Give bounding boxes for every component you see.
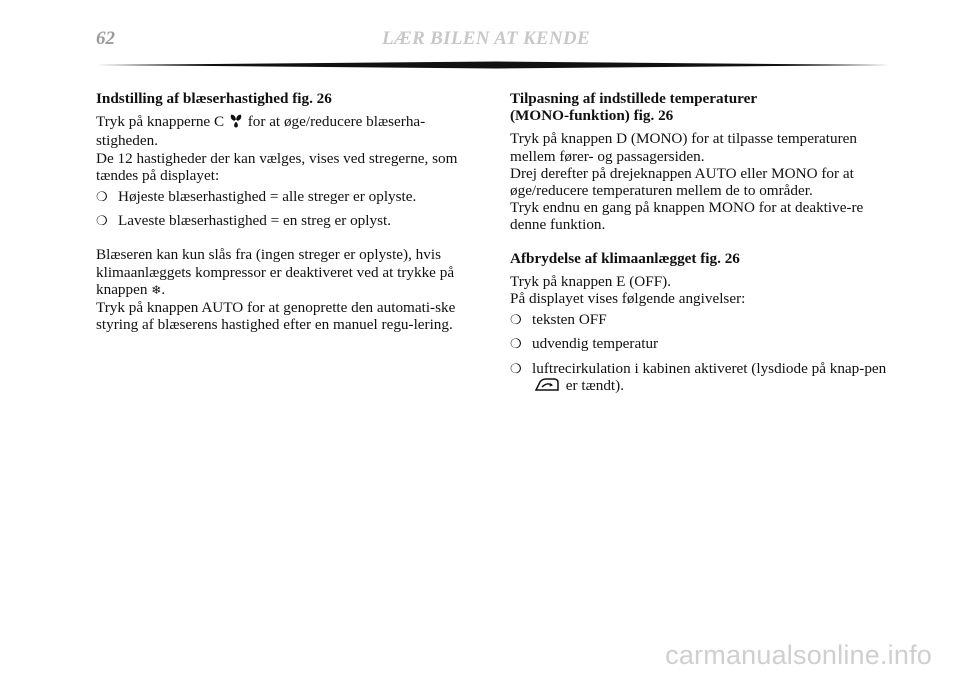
paragraph: Tryk på knappen D (MONO) for at tilpasse temperaturen mellem fører- og passagersiden.: [510, 130, 857, 165]
bullet-icon: ❍: [510, 360, 522, 376]
text-span: for at øge/reducere blæserha-stigheden.: [96, 113, 426, 150]
list-item: [96, 188, 478, 205]
section-heading-off: Afbrydelse af klimaanlægget fig. 26: [510, 249, 740, 267]
paragraph: [96, 113, 478, 149]
heading-line: Tilpasning af indstillede temperaturer: [510, 90, 758, 107]
list-item-text: Laveste blæserhastighed = en streg er oplyst.: [118, 212, 392, 230]
paragraph: Tryk endnu en gang på knappen MONO for at deaktive-re denne funktion.: [510, 199, 864, 234]
text-span: Blæseren kan kun slås fra (ingen streger er oplyste), hvis klimaanlæggets kompressor er deaktiveret ved at trykke på knappen: [96, 246, 455, 298]
paragraph: De 12 hastigheder der kan vælges, vises ved stregerne, som tændes på displayet:: [96, 149, 458, 184]
snowflake-icon: ❄: [151, 282, 162, 297]
list-item: [96, 212, 478, 229]
list-item: [510, 360, 895, 396]
paragraph: Drej derefter på drejeknappen AUTO eller MONO for at øge/reducere temperaturen mellem de to områder.: [510, 164, 854, 200]
list-item: [510, 335, 895, 352]
section-heading-mono: [510, 90, 895, 124]
bullet-list: [510, 311, 895, 396]
list-item-text: udvendig temperatur: [532, 335, 659, 353]
header-rule: [96, 61, 894, 69]
running-title: LÆR BILEN AT KENDE: [382, 28, 590, 49]
bullet-icon: ❍: [96, 189, 108, 205]
bullet-icon: ❍: [510, 312, 522, 328]
watermark[interactable]: carmanualsonline.info: [665, 640, 932, 670]
list-item: [510, 311, 895, 328]
paragraph: [96, 246, 478, 299]
bullet-icon: ❍: [510, 336, 522, 352]
page-number: 62: [96, 28, 115, 49]
list-item-text: teksten OFF: [532, 311, 607, 329]
section-heading-fan-speed: Indstilling af blæserhastighed fig. 26: [96, 90, 332, 107]
bullet-icon: ❍: [96, 213, 108, 229]
recirculation-icon: [534, 378, 560, 396]
paragraph: På displayet vises følgende angivelser:: [510, 290, 746, 308]
text-span: .: [161, 280, 166, 298]
fan-icon: [230, 114, 242, 132]
list-item-text: luftrecirkulation i kabinen aktiveret (lysdiode på knap-pen: [532, 359, 887, 377]
list-item-text: Højeste blæserhastighed = alle streger er oplyste.: [118, 188, 417, 206]
paragraph: Tryk på knappen E (OFF).: [510, 272, 672, 290]
paragraph: Tryk på knappen AUTO for at genoprette den automati-ske styring af blæserens hastighed efter en manuel regu-lering.: [96, 299, 456, 334]
right-column: [510, 90, 895, 403]
bullet-list: [96, 188, 478, 229]
text-span: Tryk på knapperne C: [96, 113, 225, 131]
heading-line: (MONO-funktion) fig. 26: [510, 107, 674, 125]
left-column: [96, 90, 478, 333]
list-item-text: er tændt).: [565, 376, 625, 394]
